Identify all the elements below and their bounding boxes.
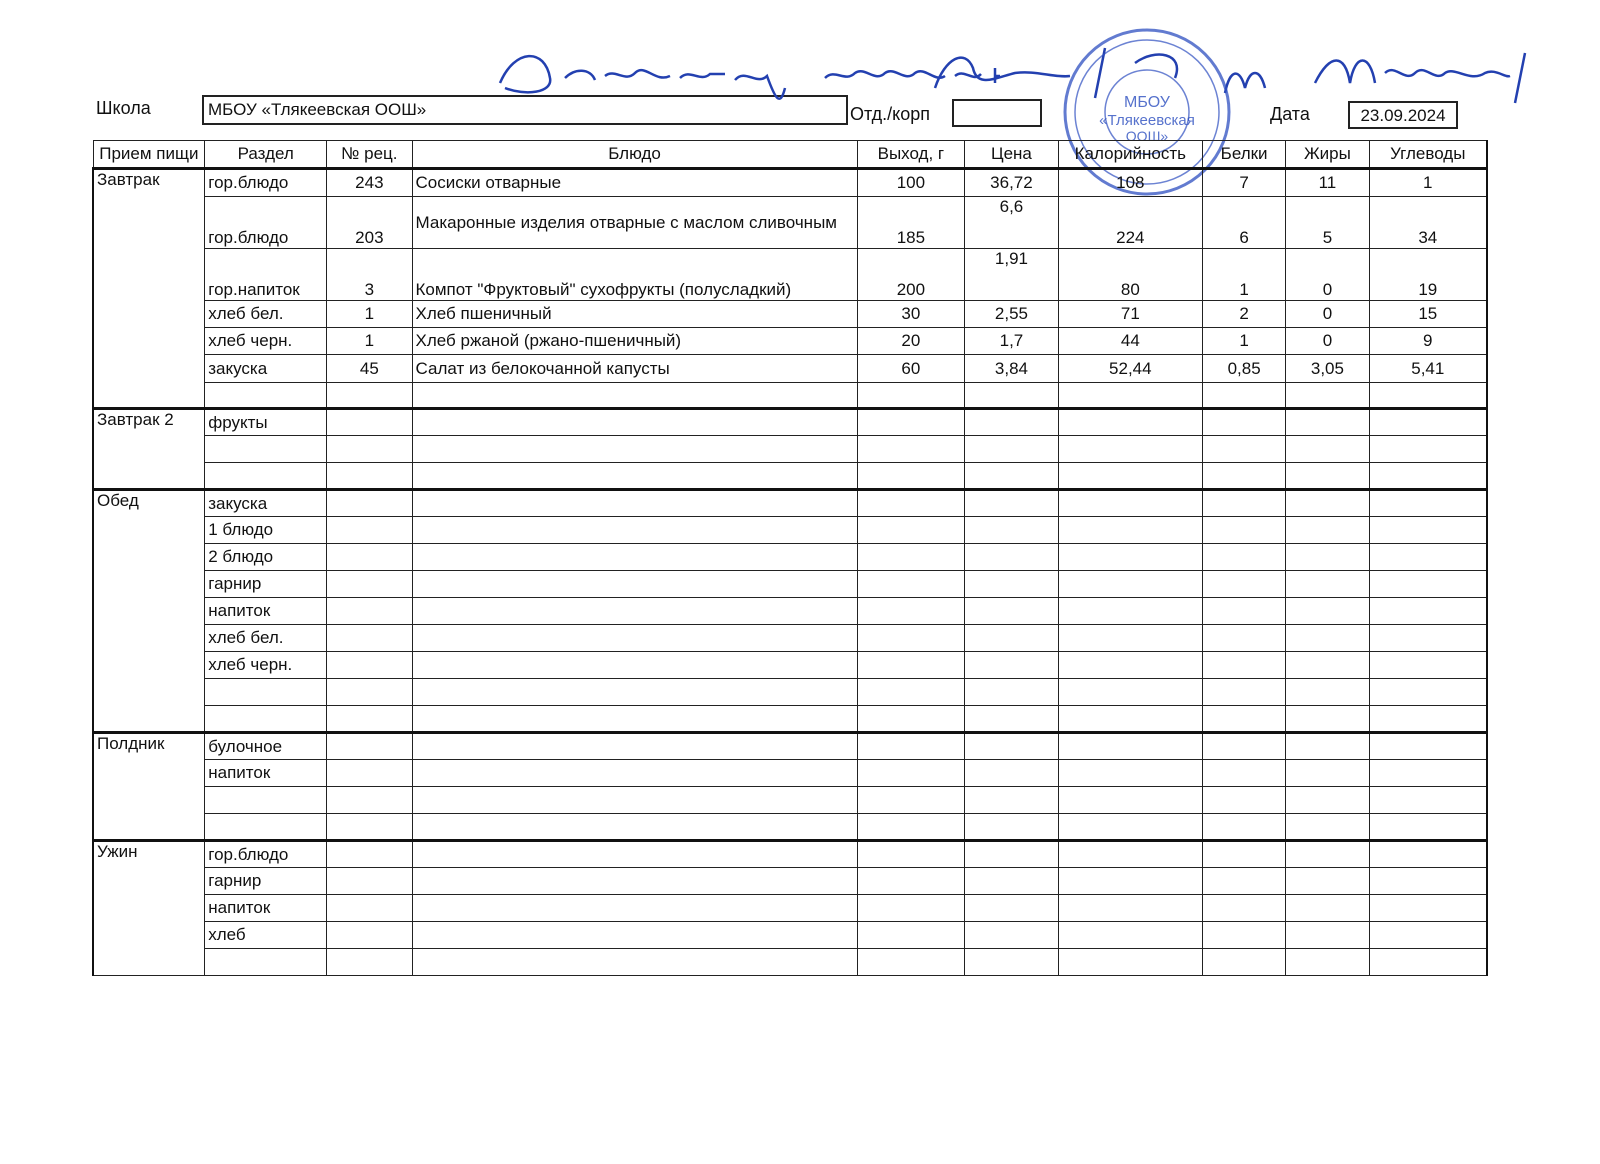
cell-section: гор.блюдо bbox=[205, 169, 327, 197]
table-row bbox=[93, 249, 1487, 301]
cell-section bbox=[205, 436, 327, 463]
table-row bbox=[93, 463, 1487, 490]
cell-empty bbox=[1369, 383, 1487, 409]
cell-kcal: 52,44 bbox=[1058, 355, 1202, 383]
cell-section: хлеб bbox=[205, 922, 327, 949]
cell-dish: Хлеб пшеничный bbox=[412, 301, 857, 328]
cell-protein: 0,85 bbox=[1202, 355, 1285, 383]
table-row bbox=[93, 625, 1487, 652]
cell-protein: 6 bbox=[1202, 197, 1285, 249]
cell-carbs: 19 bbox=[1369, 249, 1487, 301]
cell-empty bbox=[1286, 383, 1369, 409]
table-row bbox=[93, 949, 1487, 976]
cell-section bbox=[205, 706, 327, 733]
table-row bbox=[93, 679, 1487, 706]
table-row bbox=[93, 490, 1487, 517]
col-yield: Выход, г bbox=[857, 141, 965, 169]
col-recipe: № рец. bbox=[327, 141, 412, 169]
cell-section bbox=[205, 787, 327, 814]
cell-section: хлеб бел. bbox=[205, 625, 327, 652]
cell-empty bbox=[205, 383, 327, 409]
cell-empty bbox=[857, 383, 965, 409]
table-row bbox=[93, 544, 1487, 571]
col-meal: Прием пищи bbox=[93, 141, 205, 169]
cell-fat: 0 bbox=[1286, 301, 1369, 328]
cell-section: гарнир bbox=[205, 571, 327, 598]
date-label: Дата bbox=[1270, 104, 1310, 124]
cell-empty bbox=[412, 383, 857, 409]
cell-price: 36,72 bbox=[965, 169, 1058, 197]
director-signature bbox=[495, 38, 1535, 108]
table-row bbox=[93, 301, 1487, 328]
cell-recipe: 243 bbox=[327, 169, 412, 197]
cell-yield: 200 bbox=[857, 249, 965, 301]
school-field[interactable]: МБОУ «Тлякеевская ООШ» bbox=[202, 95, 848, 125]
col-kcal: Калорийность bbox=[1058, 141, 1202, 169]
cell-protein: 2 bbox=[1202, 301, 1285, 328]
cell-carbs: 34 bbox=[1369, 197, 1487, 249]
table-row bbox=[93, 895, 1487, 922]
cell-fat: 11 bbox=[1286, 169, 1369, 197]
cell-section bbox=[205, 814, 327, 841]
svg-text:ООШ»: ООШ» bbox=[1125, 128, 1169, 144]
svg-text:МБОУ: МБОУ bbox=[1124, 94, 1170, 111]
table-row bbox=[93, 787, 1487, 814]
cell-fat: 0 bbox=[1286, 328, 1369, 355]
cell-empty bbox=[965, 383, 1058, 409]
table-row bbox=[93, 868, 1487, 895]
cell-section: булочное bbox=[205, 733, 327, 760]
cell-carbs: 1 bbox=[1369, 169, 1487, 197]
cell-protein: 7 bbox=[1202, 169, 1285, 197]
table-row bbox=[93, 197, 1487, 249]
table-row bbox=[93, 733, 1487, 760]
cell-kcal: 71 bbox=[1058, 301, 1202, 328]
cell-dish: Сосиски отварные bbox=[412, 169, 857, 197]
cell-kcal: 108 bbox=[1058, 169, 1202, 197]
table-row bbox=[93, 598, 1487, 625]
cell-section: хлеб черн. bbox=[205, 652, 327, 679]
table-row bbox=[93, 328, 1487, 355]
cell-yield: 185 bbox=[857, 197, 965, 249]
table-row bbox=[93, 409, 1487, 436]
col-section: Раздел bbox=[205, 141, 327, 169]
table-row bbox=[93, 652, 1487, 679]
cell-dish: Салат из белокочанной капусты bbox=[412, 355, 857, 383]
cell-recipe: 3 bbox=[327, 249, 412, 301]
cell-recipe: 1 bbox=[327, 301, 412, 328]
table-row bbox=[93, 383, 1487, 409]
cell-empty bbox=[327, 383, 412, 409]
cell-price: 3,84 bbox=[965, 355, 1058, 383]
cell-section: хлеб бел. bbox=[205, 301, 327, 328]
cell-section bbox=[205, 463, 327, 490]
cell-fat: 3,05 bbox=[1286, 355, 1369, 383]
cell-price: 6,6 bbox=[965, 197, 1058, 249]
table-row bbox=[93, 517, 1487, 544]
cell-section: напиток bbox=[205, 895, 327, 922]
cell-kcal: 80 bbox=[1058, 249, 1202, 301]
cell-price: 2,55 bbox=[965, 301, 1058, 328]
col-dish: Блюдо bbox=[412, 141, 857, 169]
col-fat: Жиры bbox=[1286, 141, 1369, 169]
cell-section: гарнир bbox=[205, 868, 327, 895]
col-carbs: Углеводы bbox=[1369, 141, 1487, 169]
cell-section: гор.напиток bbox=[205, 249, 327, 301]
cell-kcal: 44 bbox=[1058, 328, 1202, 355]
table-row bbox=[93, 814, 1487, 841]
cell-recipe: 1 bbox=[327, 328, 412, 355]
cell-protein: 1 bbox=[1202, 249, 1285, 301]
cell-section: напиток bbox=[205, 760, 327, 787]
cell-section: закуска bbox=[205, 355, 327, 383]
table-row bbox=[93, 355, 1487, 383]
cell-price: 1,7 bbox=[965, 328, 1058, 355]
cell-protein: 1 bbox=[1202, 328, 1285, 355]
dept-label: Отд./корп bbox=[850, 104, 930, 124]
meal-breakfast: Завтрак bbox=[93, 169, 205, 409]
cell-yield: 20 bbox=[857, 328, 965, 355]
cell-dish: Компот "Фруктовый" сухофрукты (полусладкий) bbox=[412, 249, 857, 301]
table-row bbox=[93, 571, 1487, 598]
cell-section: фрукты bbox=[205, 409, 327, 436]
meal-lunch: Обед bbox=[93, 490, 205, 733]
table-row bbox=[93, 706, 1487, 733]
cell-price: 1,91 bbox=[965, 249, 1058, 301]
menu-table bbox=[92, 140, 1488, 976]
cell-empty bbox=[1058, 383, 1202, 409]
table-row bbox=[93, 436, 1487, 463]
col-price: Цена bbox=[965, 141, 1058, 169]
cell-dish: Хлеб ржаной (ржано-пшеничный) bbox=[412, 328, 857, 355]
table-row bbox=[93, 841, 1487, 868]
cell-yield: 60 bbox=[857, 355, 965, 383]
cell-yield: 100 bbox=[857, 169, 965, 197]
cell-section: закуска bbox=[205, 490, 327, 517]
cell-section bbox=[205, 949, 327, 976]
cell-section bbox=[205, 679, 327, 706]
cell-section: гор.блюдо bbox=[205, 197, 327, 249]
cell-recipe: 203 bbox=[327, 197, 412, 249]
cell-section: 1 блюдо bbox=[205, 517, 327, 544]
cell-section: хлеб черн. bbox=[205, 328, 327, 355]
cell-section: 2 блюдо bbox=[205, 544, 327, 571]
date-field[interactable]: 23.09.2024 bbox=[1348, 101, 1458, 129]
cell-carbs: 9 bbox=[1369, 328, 1487, 355]
cell-fat: 0 bbox=[1286, 249, 1369, 301]
cell-yield: 30 bbox=[857, 301, 965, 328]
cell-kcal: 224 bbox=[1058, 197, 1202, 249]
cell-carbs: 15 bbox=[1369, 301, 1487, 328]
table-row bbox=[93, 169, 1487, 197]
table-row bbox=[93, 760, 1487, 787]
col-protein: Белки bbox=[1202, 141, 1285, 169]
cell-section: гор.блюдо bbox=[205, 841, 327, 868]
cell-carbs: 5,41 bbox=[1369, 355, 1487, 383]
cell-fat: 5 bbox=[1286, 197, 1369, 249]
meal-snack: Полдник bbox=[93, 733, 205, 841]
cell-recipe: 45 bbox=[327, 355, 412, 383]
svg-text:«Тлякеевская: «Тлякеевская bbox=[1099, 112, 1195, 129]
cell-empty bbox=[1202, 383, 1285, 409]
meal-dinner: Ужин bbox=[93, 841, 205, 976]
cell-dish: Макаронные изделия отварные с маслом сливочным bbox=[412, 197, 857, 249]
meal-breakfast-2: Завтрак 2 bbox=[93, 409, 205, 490]
cell-section: напиток bbox=[205, 598, 327, 625]
table-header-row bbox=[93, 141, 1487, 169]
table-row bbox=[93, 922, 1487, 949]
school-label: Школа bbox=[96, 98, 151, 118]
